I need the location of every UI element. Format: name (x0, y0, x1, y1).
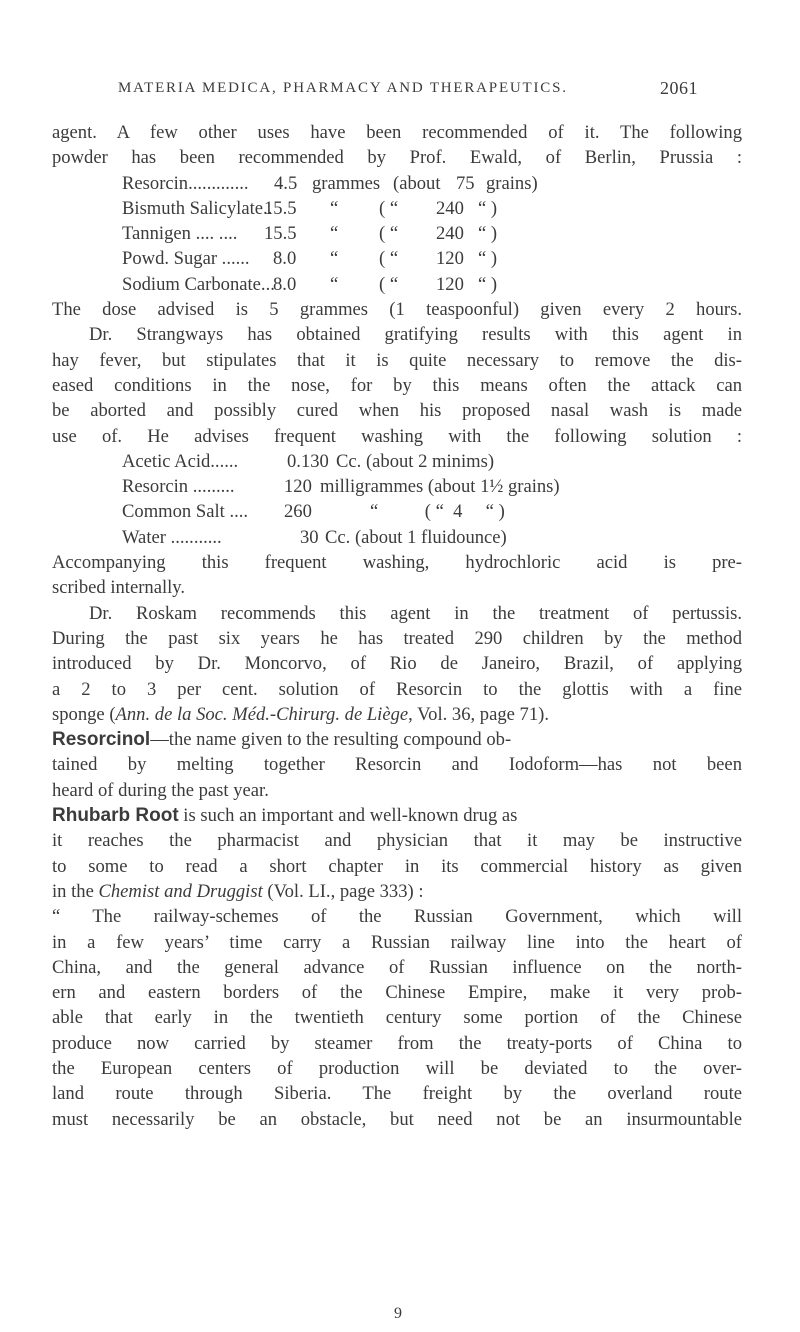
quantity-unit: “ (330, 273, 339, 295)
page-number: 2061 (660, 78, 698, 98)
quantity-note: Cc. (about 2 minims) (336, 450, 495, 472)
quantity-unit: “ (330, 223, 339, 245)
text-line: scribed internally. (52, 577, 186, 599)
text-line (52, 803, 742, 828)
text-span: (Vol. LI., page 333) : (262, 880, 424, 902)
section-heading: Resorcinol (52, 729, 151, 751)
equivalent-prefix: (about (393, 172, 441, 194)
formula-row (122, 246, 742, 271)
ingredient-quantity: 8.0 (273, 273, 297, 295)
solution-table (52, 449, 742, 550)
text-line (52, 879, 742, 904)
text-line (52, 727, 742, 752)
ingredient-quantity: 15.5 (264, 223, 297, 245)
formula-row (122, 196, 742, 221)
running-head: MATERIA MEDICA, PHARMACY AND THERAPEUTICS. (118, 80, 568, 96)
text-span: is such an important and well-known drug as (178, 805, 518, 827)
solution-row (122, 525, 742, 550)
equivalent-amount: 240 (436, 223, 464, 245)
ingredient-quantity: 4.5 (274, 172, 298, 194)
text-line: The dose advised is 5 grammes (1 teaspoonful) given every 2 hours. (52, 299, 742, 321)
equivalent-prefix: ( “ (379, 197, 399, 219)
text-line: powder has been recommended by Prof. Ewald, of Berlin, Prussia : (52, 147, 742, 169)
ingredient-quantity: 30 (300, 526, 319, 548)
equivalent-amount: 240 (436, 197, 464, 219)
text-line: in a few years’ time carry a Russian railway line into the heart of (52, 931, 742, 953)
text-line: hay fever, but stipulates that it is quite necessary to remove the dis- (52, 349, 742, 371)
text-line: tained by melting together Resorcin and Iodoform—has not been (52, 754, 742, 776)
formula-row (122, 272, 742, 297)
equivalent-prefix: ( “ (379, 223, 399, 245)
equivalent-unit: “ ) (478, 273, 498, 295)
equivalent-unit: “ ) (478, 197, 498, 219)
signature-mark: 9 (394, 1305, 402, 1322)
text-line: Dr. Strangways has obtained gratifying results with this agent in (89, 324, 742, 346)
formula-row (122, 221, 742, 246)
text-line: land route through Siberia. The freight by the overland route (52, 1083, 742, 1105)
ingredient-name: Tannigen .... .... (122, 223, 238, 245)
equivalent-prefix: ( “ (379, 248, 399, 270)
page-header (118, 80, 698, 110)
formula-table (52, 171, 742, 297)
quantity-note: “ ( “ 4 “ ) (370, 501, 505, 523)
ingredient-quantity: 120 (284, 476, 312, 498)
quantity-unit: grammes (312, 172, 381, 194)
ingredient-quantity: 15.5 (264, 197, 297, 219)
formula-row (122, 171, 742, 196)
text-line: During the past six years he has treated 290 children by the method (52, 627, 742, 649)
ingredient-name: Sodium Carbonate... (122, 273, 275, 295)
body-text (52, 120, 742, 1132)
text-span: in the (52, 880, 99, 902)
solution-row (122, 499, 742, 524)
equivalent-amount: 75 (456, 172, 475, 194)
equivalent-amount: 120 (436, 248, 464, 270)
text-line: able that early in the twentieth century some portion of the Chinese (52, 1007, 742, 1029)
equivalent-prefix: ( “ (379, 273, 399, 295)
text-line: ern and eastern borders of the Chinese Empire, make it very prob- (52, 982, 742, 1004)
equivalent-unit: “ ) (478, 223, 498, 245)
quantity-note: milligrammes (about 1½ grains) (320, 476, 560, 498)
ingredient-quantity: 0.130 (287, 450, 329, 472)
text-line: introduced by Dr. Moncorvo, of Rio de Janeiro, Brazil, of applying (52, 653, 742, 675)
text-line: use of. He advises frequent washing with the following solution : (52, 425, 742, 447)
equivalent-unit: grains) (486, 172, 538, 194)
quantity-note: Cc. (about 1 fluidounce) (325, 526, 507, 548)
text-line: heard of during the past year. (52, 779, 269, 801)
text-span: sponge ( (52, 703, 116, 725)
text-line: produce now carried by steamer from the treaty-ports of China to (52, 1032, 742, 1054)
text-line: China, and the general advance of Russian influence on the north- (52, 956, 742, 978)
text-line: the European centers of production will be deviated to the over- (52, 1057, 742, 1079)
ingredient-name: Powd. Sugar ...... (122, 248, 250, 270)
citation-title: Chemist and Druggist (98, 880, 263, 902)
text-span: —the name given to the resulting compound ob- (150, 729, 512, 751)
equivalent-amount: 120 (436, 273, 464, 295)
text-line: to some to read a short chapter in its commercial history as given (52, 855, 742, 877)
text-line: Dr. Roskam recommends this agent in the treatment of pertussis. (89, 602, 742, 624)
solution-row (122, 474, 742, 499)
ingredient-name: Common Salt .... (122, 501, 249, 523)
equivalent-unit: “ ) (478, 248, 498, 270)
text-line: it reaches the pharmacist and physician that it may be instructive (52, 830, 742, 852)
quantity-unit: “ (330, 248, 339, 270)
text-line: must necessarily be an obstacle, but need not be an insurmountable (52, 1108, 742, 1130)
ingredient-quantity: 8.0 (273, 248, 297, 270)
quantity-unit: “ (330, 197, 339, 219)
text-line: be aborted and possibly cured when his proposed nasal wash is made (52, 400, 742, 422)
text-line: a 2 to 3 per cent. solution of Resorcin to the glottis with a fine (52, 678, 742, 700)
text-line: agent. A few other uses have been recommended of it. The following (52, 122, 742, 143)
solution-row (122, 449, 742, 474)
text-span: , Vol. 36, page 71). (408, 703, 549, 725)
ingredient-name: Water ........... (122, 526, 222, 548)
ingredient-name: Resorcin............. (122, 172, 249, 194)
text-line: “ The railway-schemes of the Russian Government, which will (52, 906, 742, 928)
ingredient-quantity: 260 (284, 501, 312, 523)
citation-title: Ann. de la Soc. Méd.-Chirurg. de Liège (115, 703, 409, 725)
ingredient-name: Acetic Acid...... (122, 450, 239, 472)
section-heading: Rhubarb Root (52, 805, 179, 827)
text-line: eased conditions in the nose, for by this means often the attack can (52, 374, 742, 396)
ingredient-name: Bismuth Salicylate.. (122, 197, 273, 219)
text-line (52, 702, 742, 727)
ingredient-name: Resorcin ......... (122, 476, 235, 498)
text-line: Accompanying this frequent washing, hydrochloric acid is pre- (52, 552, 742, 574)
